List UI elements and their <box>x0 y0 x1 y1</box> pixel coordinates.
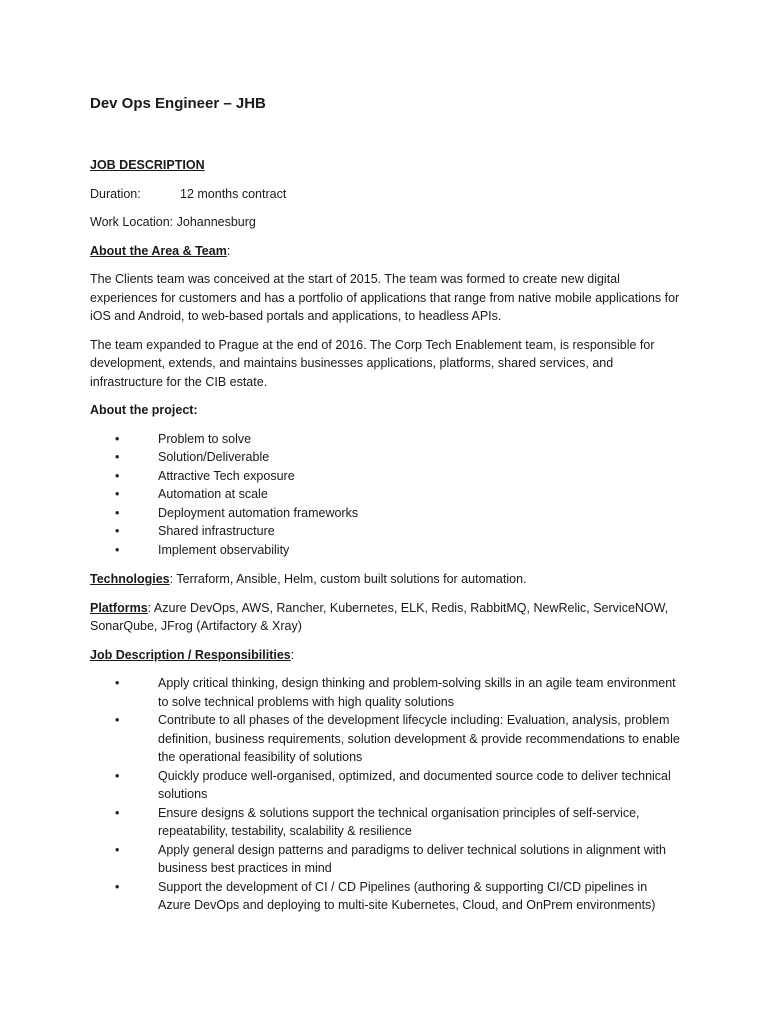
list-item-text: Contribute to all phases of the development lifecycle including: Evaluation, analysis, problem definition, business requirements, solution development & provide recommendations to enable the operational feasibility of solutions <box>158 713 680 764</box>
list-item <box>90 522 680 541</box>
duration-label: Duration: <box>90 186 141 201</box>
bullet-icon: • <box>115 468 120 483</box>
document-title: Dev Ops Engineer – JHB <box>90 95 266 112</box>
work-location-row <box>90 213 680 232</box>
about-area-paragraph: The Clients team was conceived at the start of 2015. The team was formed to create new digital experiences for customers and has a portfolio of applications that range from native mobile applications for iOS and Android, to web-based portals and applications, to headless APIs. <box>90 272 680 323</box>
list-item <box>90 504 680 523</box>
list-item <box>90 767 680 804</box>
list-item-text: Quickly produce well-organised, optimized, and documented source code to deliver technical solutions <box>158 768 671 801</box>
duration-value: 12 months contract <box>180 186 287 201</box>
bullet-icon: • <box>115 879 120 894</box>
list-item-text: Deployment automation frameworks <box>158 505 359 520</box>
bullet-icon: • <box>115 676 120 690</box>
list-item <box>90 711 680 767</box>
list-item-text: Ensure designs & solutions support the technical organisation principles of self-service, repeatability, testability, scalability & resilience <box>158 805 640 838</box>
list-item <box>90 804 680 841</box>
list-item-text: Attractive Tech exposure <box>158 468 295 483</box>
list-item-text: Implement observability <box>158 542 290 557</box>
duration-row <box>90 185 680 204</box>
list-item <box>90 467 680 486</box>
responsibilities-list <box>90 674 680 915</box>
about-project-heading: About the project: <box>90 403 198 417</box>
platforms-text: : Azure DevOps, AWS, Rancher, Kubernetes, ELK, Redis, RabbitMQ, NewRelic, ServiceNOW, SonarQube, JFrog (Artifactory & Xray) <box>90 600 669 633</box>
bullet-icon: • <box>115 487 120 501</box>
list-item <box>90 841 680 878</box>
list-item <box>90 430 680 449</box>
platforms-line <box>90 599 680 636</box>
list-item-text: Shared infrastructure <box>158 524 275 538</box>
work-location-value: Johannesburg <box>176 215 256 229</box>
technologies-label: Technologies <box>90 572 170 586</box>
technologies-text: : Terraform, Ansible, Helm, custom built solutions for automation. <box>169 572 527 586</box>
bullet-icon: • <box>115 524 120 538</box>
work-location-label: Work Location: <box>90 215 174 229</box>
about-area-heading-suffix: : <box>226 243 231 258</box>
bullet-icon: • <box>115 842 120 857</box>
list-item-text: Automation at scale <box>158 487 268 501</box>
list-item <box>90 674 680 711</box>
document-content <box>90 94 680 926</box>
about-area-heading: About the Area & Team <box>90 243 227 258</box>
responsibilities-heading: Job Description / Responsibilities <box>90 647 291 662</box>
list-item <box>90 541 680 560</box>
bullet-icon: • <box>115 450 120 464</box>
list-item-text: Support the development of CI / CD Pipelines (authoring & supporting CI/CD pipelines in Azure DevOps and deploying to multi-site Kubernetes, Cloud, and OnPrem environments) <box>158 879 656 912</box>
about-project-list <box>90 430 680 560</box>
bullet-icon: • <box>115 505 120 520</box>
responsibilities-heading-row <box>90 646 680 665</box>
bullet-icon: • <box>115 431 120 446</box>
list-item <box>90 448 680 467</box>
list-item-text: Problem to solve <box>158 431 252 446</box>
technologies-line <box>90 570 680 589</box>
bullet-icon: • <box>115 713 120 727</box>
list-item-text: Apply critical thinking, design thinking and problem-solving skills in an agile team environment to solve technical problems with high quality solutions <box>158 676 676 709</box>
list-item <box>90 878 680 915</box>
platforms-label: Platforms <box>90 600 148 615</box>
bullet-icon: • <box>115 805 120 820</box>
about-area-paragraph: The team expanded to Prague at the end of 2016. The Corp Tech Enablement team, is responsible for development, extends, and maintains businesses applications, platforms, shared services, and infrastructure for the CIB estate. <box>90 337 655 389</box>
job-description-heading: JOB DESCRIPTION <box>90 158 205 172</box>
list-item <box>90 485 680 504</box>
list-item-text: Solution/Deliverable <box>158 450 270 464</box>
list-item-text: Apply general design patterns and paradigms to deliver technical solutions in alignment with business best practices in mind <box>158 842 666 875</box>
responsibilities-heading-suffix: : <box>290 647 295 662</box>
about-area-heading-row <box>90 242 680 261</box>
bullet-icon: • <box>115 768 120 783</box>
bullet-icon: • <box>115 542 120 557</box>
